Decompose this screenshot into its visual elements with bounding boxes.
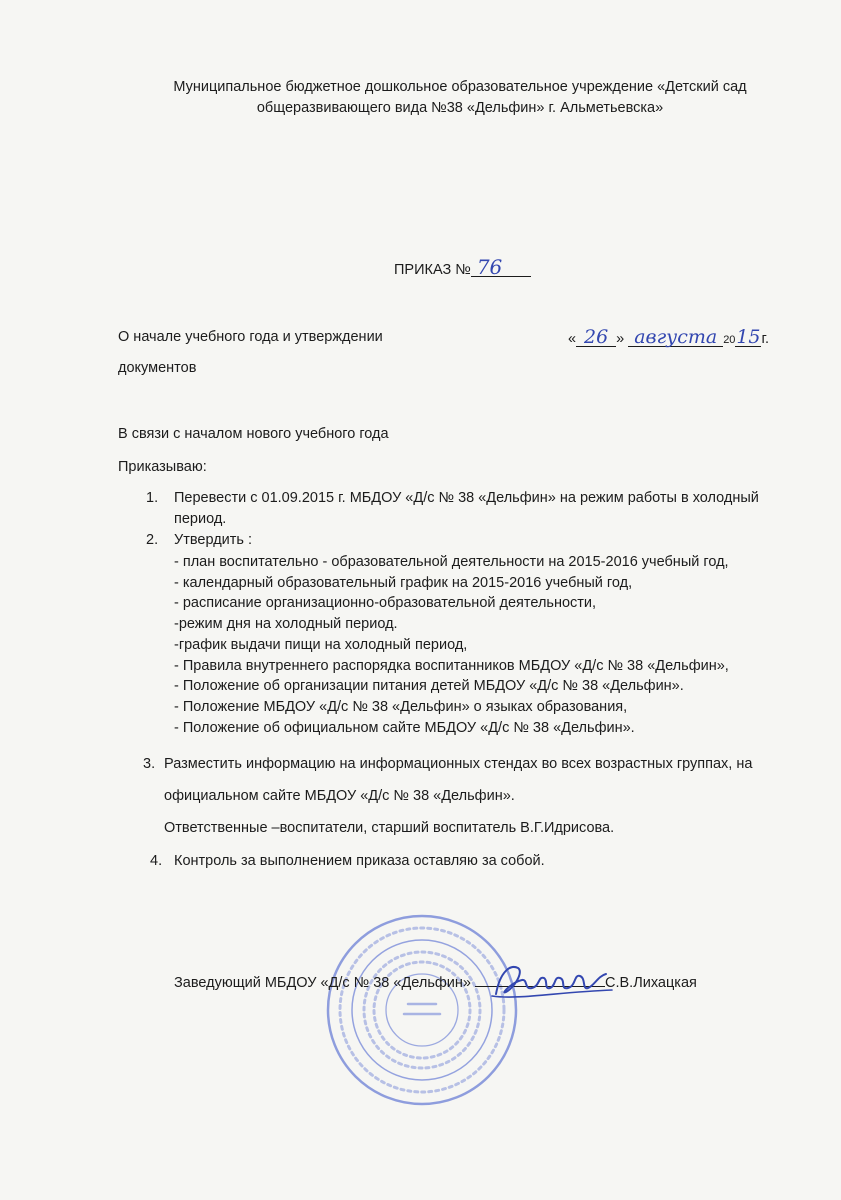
item-1-number: 1. bbox=[146, 490, 159, 506]
approve-list-item: - календарный образовательный график на 2015-2016 учебный год, bbox=[174, 574, 633, 591]
signatory-position: Заведующий МБДОУ «Д/с № 38 «Дельфин» bbox=[174, 975, 471, 991]
item-4-line-1: Контроль за выполнением приказа оставляю за собой. bbox=[174, 853, 545, 869]
handwritten-signature bbox=[488, 958, 618, 1008]
intro-text: В связи с началом нового учебного года bbox=[118, 426, 389, 442]
institution-header bbox=[120, 77, 800, 119]
signature-line bbox=[174, 975, 697, 991]
item-3-line-3: Ответственные –воспитатели, старший воспитатель В.Г.Идрисова. bbox=[164, 820, 615, 836]
date-month: августа bbox=[628, 328, 723, 347]
date-year-suffix: 15 bbox=[736, 326, 761, 348]
approve-list-item: - Правила внутреннего распорядка воспитанников МБДОУ «Д/с № 38 «Дельфин», bbox=[174, 657, 729, 674]
approve-list-item: - расписание организационно-образовательной деятельности, bbox=[174, 595, 597, 612]
approve-list-item: -график выдачи пищи на холодный период, bbox=[174, 636, 468, 653]
item-3-number: 3. bbox=[143, 756, 156, 772]
order-title bbox=[394, 255, 531, 279]
item-2-number: 2. bbox=[146, 532, 159, 548]
approve-list-item: - Положение МБДОУ «Д/с № 38 «Дельфин» о языках образования, bbox=[174, 698, 628, 715]
order-number: 76 bbox=[471, 258, 531, 277]
order-subject-line-1: О начале учебного года и утверждении bbox=[118, 329, 383, 345]
approve-list bbox=[174, 552, 729, 738]
item-3-line-2: официальном сайте МБДОУ «Д/с № 38 «Дельфин». bbox=[164, 788, 515, 804]
item-3-line-1: Разместить информацию на информационных стендах во всех возрастных группах, на bbox=[164, 756, 753, 772]
date-day: 26 bbox=[576, 328, 616, 347]
order-title-label: ПРИКАЗ № bbox=[394, 262, 471, 278]
decree-text: Приказываю: bbox=[118, 459, 207, 475]
approve-list-item: -режим дня на холодный период. bbox=[174, 616, 398, 633]
header-line-2: общеразвивающего вида №38 «Дельфин» г. Альметьевска» bbox=[256, 100, 664, 116]
approve-list-item: - Положение об организации питания детей МБДОУ «Д/с № 38 «Дельфин». bbox=[174, 678, 684, 695]
approve-list-item: - Положение об официальном сайте МБДОУ «Д/с № 38 «Дельфин». bbox=[174, 719, 635, 736]
signatory-name: С.В.Лихацкая bbox=[605, 975, 697, 991]
approve-list-item: - план воспитательно - образовательной деятельности на 2015-2016 учебный год, bbox=[174, 554, 729, 570]
item-4-number: 4. bbox=[150, 853, 163, 869]
order-date bbox=[568, 328, 769, 347]
item-1-line-2: период. bbox=[174, 511, 227, 527]
item-2-line-1: Утвердить : bbox=[174, 532, 253, 548]
header-line-1: Муниципальное бюджетное дошкольное образовательное учреждение «Детский сад bbox=[173, 79, 747, 95]
date-open-quote: « bbox=[568, 331, 577, 347]
item-1-line-1: Перевести с 01.09.2015 г. МБДОУ «Д/с № 38 «Дельфин» на режим работы в холодный bbox=[174, 490, 759, 506]
date-close-quote: » bbox=[616, 331, 625, 347]
date-year-prefix: 20 bbox=[723, 334, 736, 346]
official-stamp bbox=[322, 910, 522, 1110]
date-suffix: г. bbox=[761, 331, 769, 347]
order-subject-line-2: документов bbox=[118, 360, 197, 376]
